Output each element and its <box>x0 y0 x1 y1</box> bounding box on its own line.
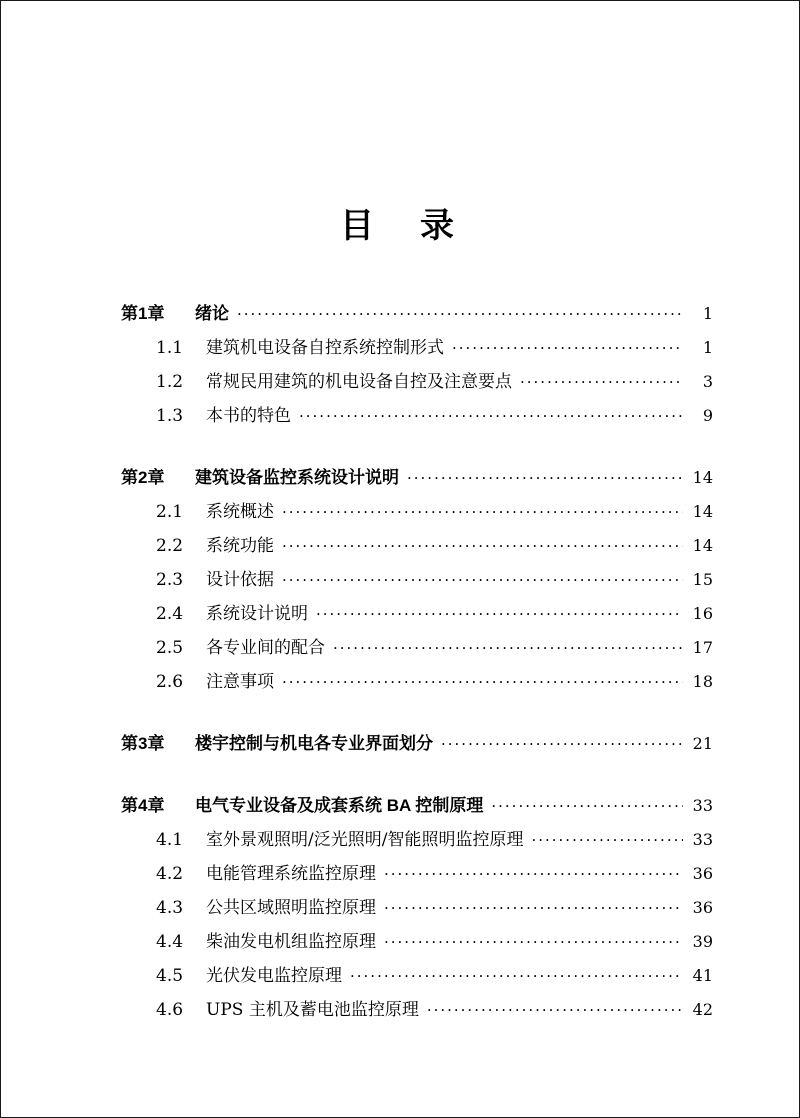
toc-entry-page: 15 <box>692 570 713 589</box>
toc-entry-number: 4.3 <box>156 898 184 918</box>
toc-entry-page: 14 <box>692 502 713 521</box>
toc-entry-number: 1.3 <box>156 406 184 426</box>
toc-entry-title: 各专业间的配合 <box>206 638 325 658</box>
toc-entry-title: 楼宇控制与机电各专业界面划分 <box>195 734 433 753</box>
toc-entry-title: 公共区域照明监控原理 <box>206 898 376 918</box>
toc-entry-page: 39 <box>692 932 713 951</box>
toc-entry <box>121 399 713 433</box>
toc-entry-page: 42 <box>692 1000 713 1019</box>
toc-entry-title: 本书的特色 <box>206 406 291 426</box>
toc-entry-number: 2.1 <box>156 502 184 522</box>
dot-leader <box>452 332 683 365</box>
toc-entry-number: 第4章 <box>121 796 165 815</box>
toc-entry <box>121 631 713 665</box>
dot-leader <box>384 892 683 925</box>
toc-entry-page: 33 <box>692 796 713 815</box>
dot-leader <box>407 462 683 495</box>
toc-list <box>1 297 799 1027</box>
dot-leader <box>282 496 683 529</box>
toc-entry-title: 建筑设备监控系统设计说明 <box>195 468 399 487</box>
toc-entry-title: 室外景观照明/泛光照明/智能照明监控原理 <box>206 830 524 850</box>
toc-entry-number: 4.1 <box>156 830 184 850</box>
dot-leader <box>282 666 683 699</box>
toc-entry-title: 光伏发电监控原理 <box>206 966 342 986</box>
toc-entry-page: 1 <box>702 304 713 323</box>
toc-entry-title: UPS 主机及蓄电池监控原理 <box>206 1000 419 1020</box>
toc-entry-title: 常规民用建筑的机电设备自控及注意要点 <box>206 372 512 392</box>
dot-leader <box>441 728 683 761</box>
toc-entry-title: 系统设计说明 <box>206 604 308 624</box>
toc-entry <box>121 529 713 563</box>
toc-entry-page: 36 <box>692 898 713 917</box>
toc-entry-page: 9 <box>702 406 713 425</box>
toc-entry-page: 3 <box>702 372 713 391</box>
toc-entry-number: 1.1 <box>156 338 184 358</box>
dot-leader <box>384 926 683 959</box>
toc-entry <box>121 823 713 857</box>
toc-entry-title: 电气专业设备及成套系统 BA 控制原理 <box>195 796 484 815</box>
toc-entry-title: 柴油发电机组监控原理 <box>206 932 376 952</box>
toc-entry-number: 2.2 <box>156 536 184 556</box>
toc-entry-title: 绪论 <box>195 304 229 323</box>
toc-entry <box>121 365 713 399</box>
dot-leader <box>491 790 683 823</box>
toc-entry <box>121 331 713 365</box>
dot-leader <box>350 960 683 993</box>
toc-entry-page: 41 <box>692 966 713 985</box>
page-title: 目 录 <box>340 207 460 245</box>
toc-entry-page: 14 <box>692 468 713 487</box>
toc-entry <box>121 297 713 331</box>
toc-entry-number: 4.6 <box>156 1000 184 1020</box>
dot-leader <box>427 994 683 1027</box>
toc-entry-title: 建筑机电设备自控系统控制形式 <box>206 338 444 358</box>
toc-entry <box>121 789 713 823</box>
dot-leader <box>531 824 683 857</box>
toc-entry-number: 4.2 <box>156 864 184 884</box>
toc-entry-number: 第3章 <box>121 734 165 753</box>
toc-entry-title: 系统概述 <box>206 502 274 522</box>
toc-entry-number: 4.5 <box>156 966 184 986</box>
toc-entry <box>121 925 713 959</box>
toc-entry-page: 21 <box>692 734 713 753</box>
dot-leader <box>384 858 683 891</box>
dot-leader <box>316 598 683 631</box>
dot-leader <box>520 366 683 399</box>
dot-leader <box>237 298 683 331</box>
toc-entry <box>121 563 713 597</box>
toc-entry-number: 2.6 <box>156 672 184 692</box>
toc-entry <box>121 993 713 1027</box>
toc-entry-number: 第2章 <box>121 468 165 487</box>
toc-entry-title: 注意事项 <box>206 672 274 692</box>
toc-entry-page: 16 <box>692 604 713 623</box>
toc-entry-page: 36 <box>692 864 713 883</box>
toc-entry <box>121 891 713 925</box>
toc-entry-title: 电能管理系统监控原理 <box>206 864 376 884</box>
toc-entry <box>121 959 713 993</box>
toc-entry <box>121 495 713 529</box>
toc-entry <box>121 461 713 495</box>
toc-entry-number: 2.4 <box>156 604 184 624</box>
toc-entry-title: 系统功能 <box>206 536 274 556</box>
toc-entry-number: 4.4 <box>156 932 184 952</box>
toc-entry-page: 14 <box>692 536 713 555</box>
toc-entry-page: 18 <box>692 672 713 691</box>
toc-entry-title: 设计依据 <box>206 570 274 590</box>
toc-entry-page: 33 <box>692 830 713 849</box>
toc-entry <box>121 857 713 891</box>
toc-entry-number: 第1章 <box>121 304 165 323</box>
toc-entry <box>121 597 713 631</box>
toc-entry <box>121 727 713 761</box>
toc-entry-number: 2.5 <box>156 638 184 658</box>
dot-leader <box>299 400 683 433</box>
toc-entry-page: 17 <box>692 638 713 657</box>
toc-entry-page: 1 <box>702 338 713 357</box>
toc-entry-number: 1.2 <box>156 372 184 392</box>
toc-entry-number: 2.3 <box>156 570 184 590</box>
dot-leader <box>282 530 683 563</box>
dot-leader <box>333 632 683 665</box>
toc-entry <box>121 665 713 699</box>
dot-leader <box>282 564 683 597</box>
